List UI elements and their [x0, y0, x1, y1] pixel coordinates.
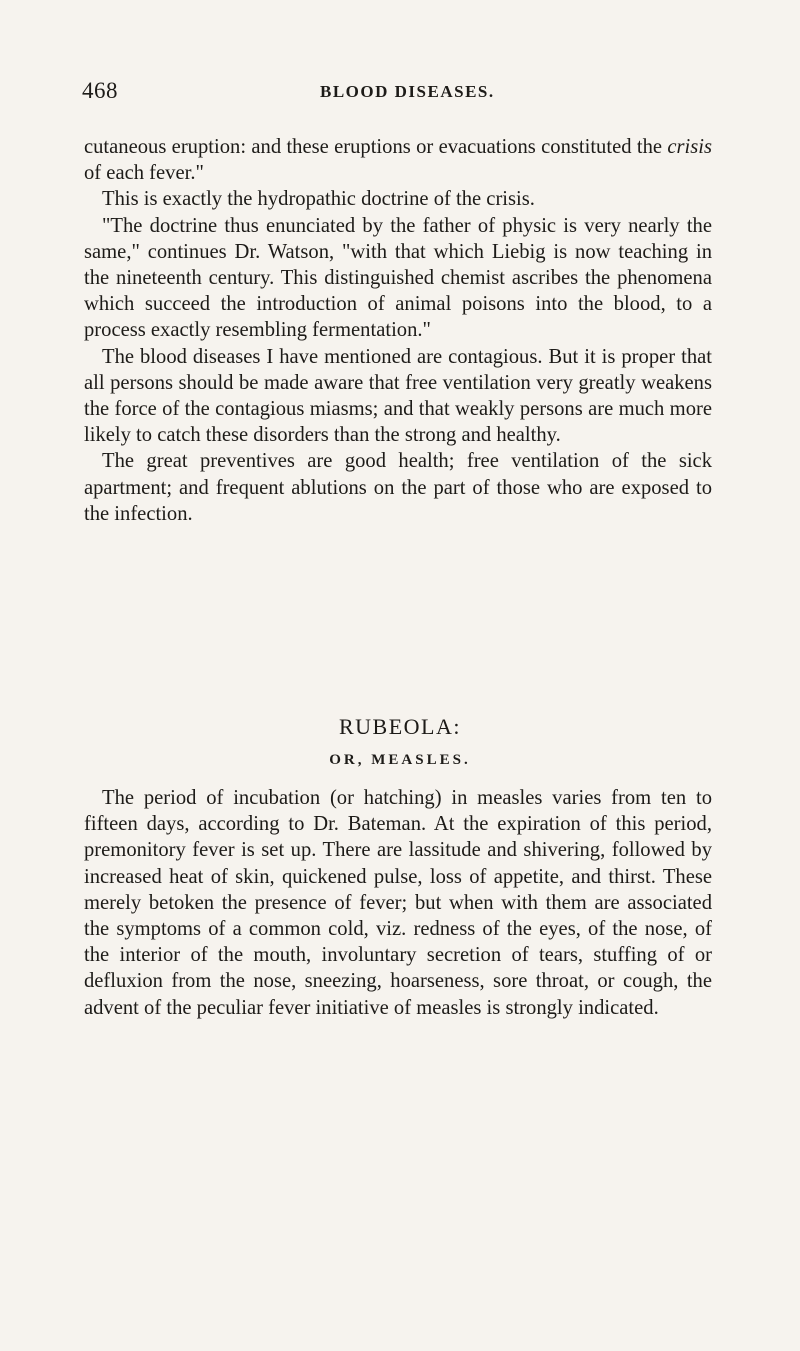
body-text — [84, 134, 712, 527]
section-subtitle: OR, MEASLES. — [329, 752, 471, 768]
section-body — [84, 785, 712, 1021]
paragraph: This is exactly the hydropathic doctrine of the crisis. — [102, 188, 535, 211]
paragraph: The great preventives are good health; free ventilation of the sick apartment; and frequent ablutions on the part of those who are exposed to the infection. — [84, 450, 712, 525]
paragraph: "The doctrine thus enunciated by the father of physic is very nearly the same," continues Dr. Watson, "with that which Liebig is now teaching in the nineteenth century. This distinguished chemist ascribes the phenomena which succeed the introduction of animal poisons into the blood, to a process exactly resembling fermentation." — [84, 214, 712, 342]
page-header — [82, 78, 718, 110]
paragraph-continuation: cutaneous eruption: and these eruptions or evacuations constituted the crisis of each fever." — [84, 136, 712, 185]
page-number: 468 — [82, 78, 118, 103]
section-title: RUBEOLA: — [339, 714, 461, 739]
paragraph: The period of incubation (or hatching) in measles varies from ten to fifteen days, according to Dr. Bateman. At the expiration of this period, premonitory fever is set up. There are lassitude and shivering, followed by increased heat of skin, quickened pulse, loss of appetite, and thirst. These merely betoken the presence of fever; but when with them are associated the symptoms of a common cold, viz. redness of the eyes, of the nose, of the interior of the mouth, involuntary secretion of tears, stuffing of or defluxion from the nose, sneezing, hoarseness, sore throat, or cough, the advent of the peculiar fever initiative of measles is strongly indicated. — [84, 787, 712, 1019]
emphasis-crisis: crisis — [667, 136, 712, 158]
running-head: BLOOD DISEASES. — [320, 82, 495, 101]
paragraph: The blood diseases I have mentioned are contagious. But it is proper that all persons should be made aware that free ventilation very greatly weakens the force of the contagious miasms; and that weakly persons are much more likely to catch these disorders than the strong and healthy. — [84, 345, 712, 447]
